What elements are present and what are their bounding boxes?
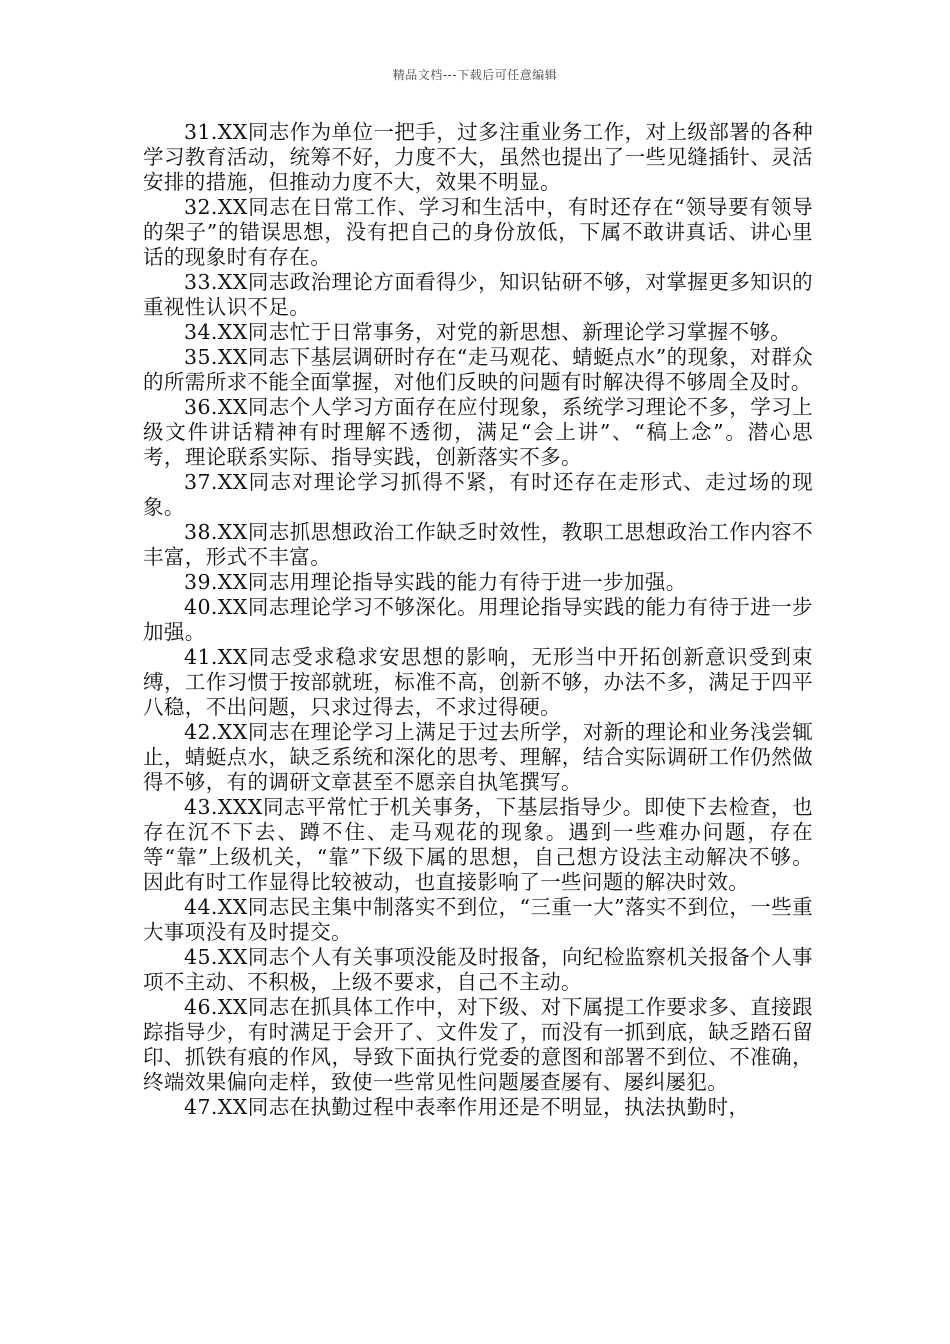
document-body [143, 120, 813, 1120]
paragraph-37: 37.XX同志对理论学习抓得不紧，有时还存在走形式、走过场的现象。 [143, 470, 813, 519]
paragraph-43: 43.XXX同志平常忙于机关事务，下基层指导少。即使下去检查，也存在沉不下去、蹲不住、走马观花的现象。遇到一些难办问题，存在等“靠”上级机关，“靠”下级下属的思想，自己想方设法主动解决不够。因此有时工作显得比较被动，也直接影响了一些问题的解决时效。 [143, 795, 813, 894]
paragraph-39: 39.XX同志用理论指导实践的能力有待于进一步加强。 [184, 570, 687, 594]
paragraph-41: 41.XX同志受求稳求安思想的影响，无形当中开拓创新意识受到束缚，工作习惯于按部就班，标准不高，创新不够，办法不多，满足于四平八稳，不出问题，只求过得去，不求过得硬。 [143, 645, 813, 719]
paragraph-36: 36.XX同志个人学习方面存在应付现象，系统学习理论不多，学习上级文件讲话精神有时理解不透彻，满足“会上讲”、“稿上念”。潜心思考，理论联系实际、指导实践，创新落实不多。 [143, 395, 813, 469]
paragraph-35: 35.XX同志下基层调研时存在“走马观花、蜻蜓点水”的现象，对群众的所需所求不能全面掌握，对他们反映的问题有时解决得不够周全及时。 [143, 345, 813, 394]
paragraph-40: 40.XX同志理论学习不够深化。用理论指导实践的能力有待于进一步加强。 [143, 595, 813, 644]
paragraph-33: 33.XX同志政治理论方面看得少，知识钻研不够，对掌握更多知识的重视性认识不足。 [143, 270, 813, 319]
page-header: 精品文档---下载后可任意编辑 [392, 68, 558, 82]
paragraph-44: 44.XX同志民主集中制落实不到位，“三重一大”落实不到位，一些重大事项没有及时提交。 [143, 895, 813, 944]
paragraph-46: 46.XX同志在抓具体工作中，对下级、对下属提工作要求多、直接跟踪指导少，有时满足于会开了、文件发了，而没有一抓到底，缺乏踏石留印、抓铁有痕的作风，导致下面执行党委的意图和部署不到位、不准确，终端效果偏向走样，致使一些常见性问题屡查屡有、屡纠屡犯。 [143, 995, 813, 1094]
paragraph-42: 42.XX同志在理论学习上满足于过去所学，对新的理论和业务浅尝辄止，蜻蜓点水，缺乏系统和深化的思考、理解，结合实际调研工作仍然做得不够，有的调研文章甚至不愿亲自执笔撰写。 [143, 720, 813, 794]
paragraph-45: 45.XX同志个人有关事项没能及时报备，向纪检监察机关报备个人事项不主动、不积极，上级不要求，自己不主动。 [143, 945, 813, 994]
paragraph-31: 31.XX同志作为单位一把手，过多注重业务工作，对上级部署的各种学习教育活动，统筹不好，力度不大，虽然也提出了一些见缝插针、灵活安排的措施，但推动力度不大，效果不明显。 [143, 120, 813, 194]
paragraph-47: 47.XX同志在执勤过程中表率作用还是不明显，执法执勤时， [184, 1095, 750, 1119]
paragraph-34: 34.XX同志忙于日常事务，对党的新思想、新理论学习掌握不够。 [184, 320, 792, 344]
paragraph-38: 38.XX同志抓思想政治工作缺乏时效性，教职工思想政治工作内容不丰富，形式不丰富。 [143, 520, 813, 569]
paragraph-32: 32.XX同志在日常工作、学习和生活中，有时还存在“领导要有领导的架子”的错误思想，没有把自己的身份放低，下属不敢讲真话、讲心里话的现象时有存在。 [143, 195, 813, 269]
